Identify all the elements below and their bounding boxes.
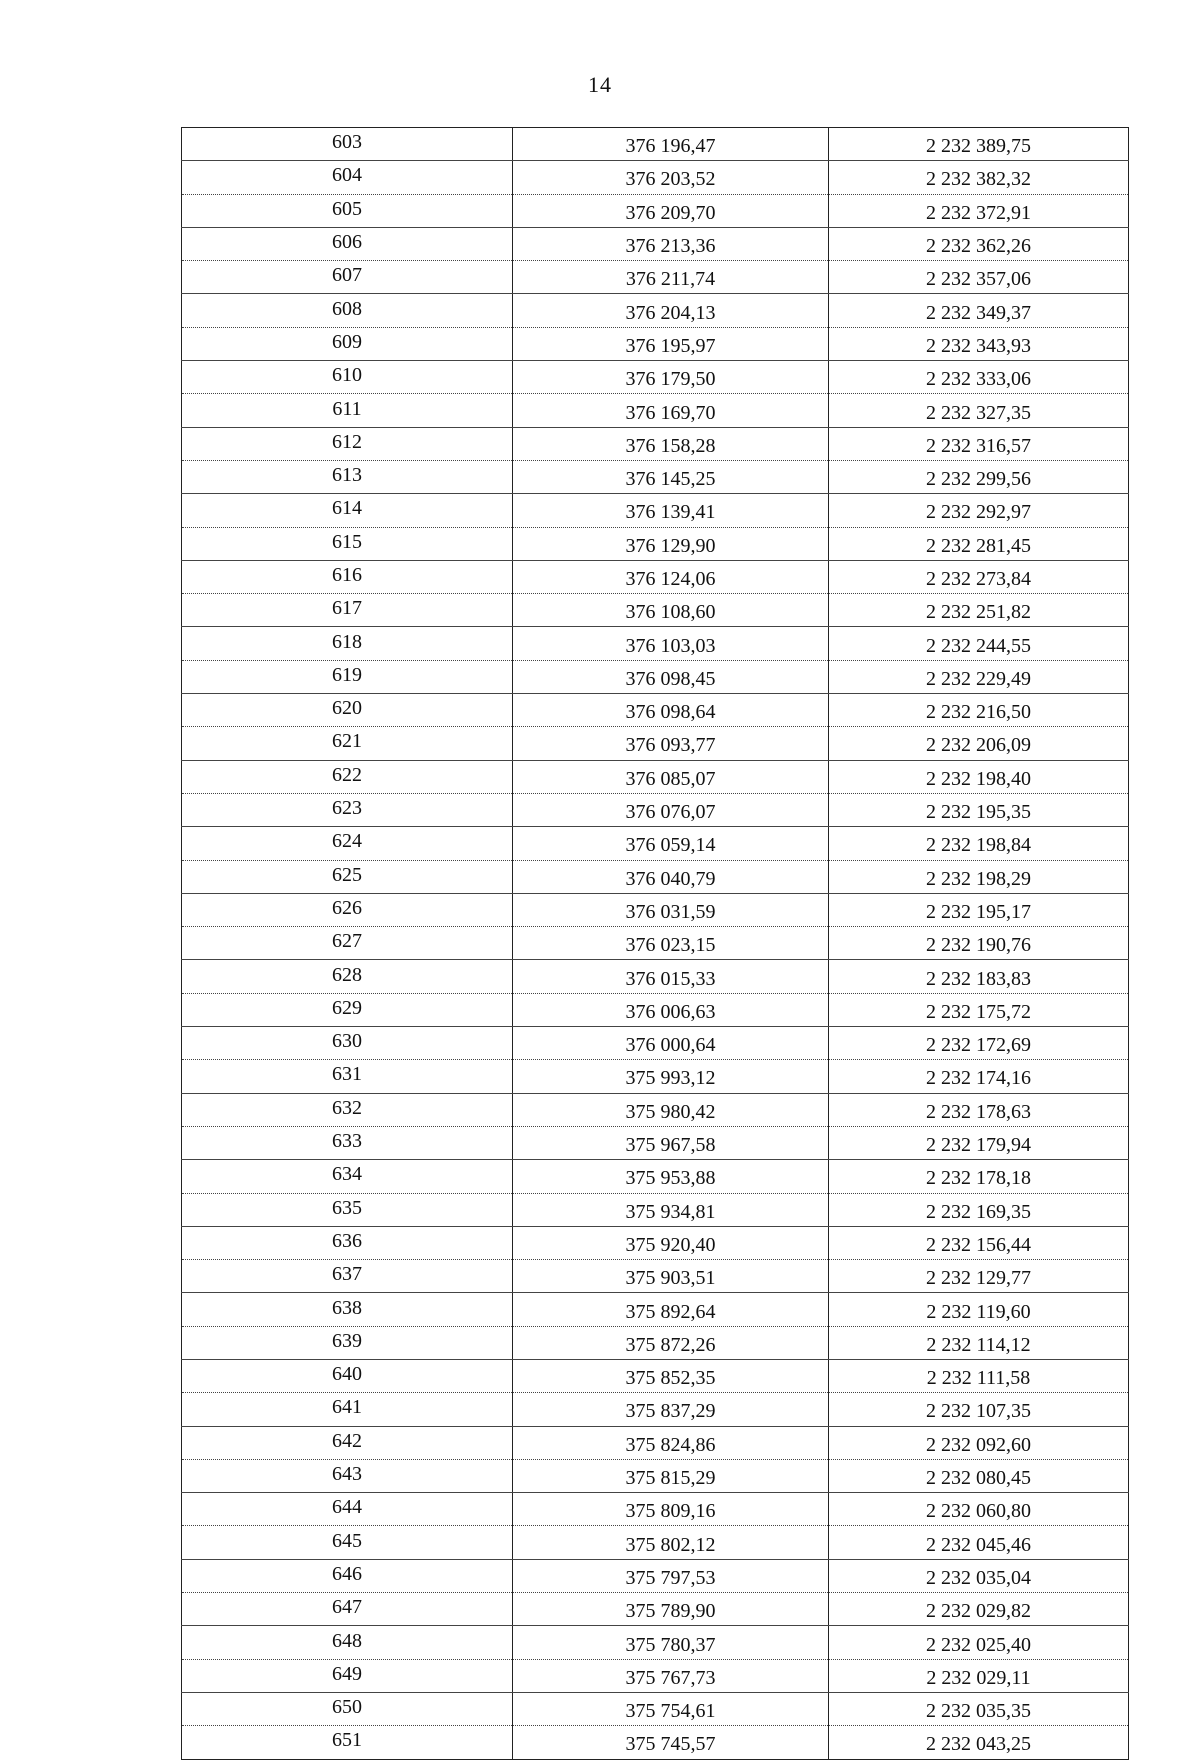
y-coordinate-cell: 2 232 195,35 bbox=[829, 793, 1129, 826]
x-coordinate-cell: 376 103,03 bbox=[513, 627, 829, 660]
x-coordinate-cell: 375 815,29 bbox=[513, 1459, 829, 1492]
table-row bbox=[182, 827, 1129, 860]
table-row bbox=[182, 1659, 1129, 1692]
y-coordinate-cell: 2 232 178,18 bbox=[829, 1160, 1129, 1193]
point-number-cell: 643 bbox=[182, 1459, 513, 1492]
table-row bbox=[182, 1093, 1129, 1126]
point-number-cell: 622 bbox=[182, 760, 513, 793]
table-row bbox=[182, 327, 1129, 360]
table-row bbox=[182, 1226, 1129, 1259]
table-row bbox=[182, 361, 1129, 394]
table-row bbox=[182, 727, 1129, 760]
point-number-cell: 649 bbox=[182, 1659, 513, 1692]
x-coordinate-cell: 375 789,90 bbox=[513, 1593, 829, 1626]
x-coordinate-cell: 376 139,41 bbox=[513, 494, 829, 527]
y-coordinate-cell: 2 232 333,06 bbox=[829, 361, 1129, 394]
point-number-cell: 632 bbox=[182, 1093, 513, 1126]
point-number-cell: 631 bbox=[182, 1060, 513, 1093]
x-coordinate-cell: 375 802,12 bbox=[513, 1526, 829, 1559]
x-coordinate-cell: 376 098,64 bbox=[513, 694, 829, 727]
table-row bbox=[182, 294, 1129, 327]
coordinates-table bbox=[181, 127, 1129, 1760]
point-number-cell: 630 bbox=[182, 1027, 513, 1060]
y-coordinate-cell: 2 232 025,40 bbox=[829, 1626, 1129, 1659]
table-row bbox=[182, 594, 1129, 627]
table-row bbox=[182, 394, 1129, 427]
x-coordinate-cell: 375 903,51 bbox=[513, 1260, 829, 1293]
y-coordinate-cell: 2 232 092,60 bbox=[829, 1426, 1129, 1459]
table-row bbox=[182, 793, 1129, 826]
point-number-cell: 646 bbox=[182, 1559, 513, 1592]
table-row bbox=[182, 660, 1129, 693]
point-number-cell: 651 bbox=[182, 1726, 513, 1759]
y-coordinate-cell: 2 232 183,83 bbox=[829, 960, 1129, 993]
x-coordinate-cell: 376 158,28 bbox=[513, 427, 829, 460]
x-coordinate-cell: 376 098,45 bbox=[513, 660, 829, 693]
y-coordinate-cell: 2 232 035,35 bbox=[829, 1692, 1129, 1725]
x-coordinate-cell: 376 196,47 bbox=[513, 128, 829, 161]
table-row bbox=[182, 1692, 1129, 1725]
point-number-cell: 634 bbox=[182, 1160, 513, 1193]
y-coordinate-cell: 2 232 244,55 bbox=[829, 627, 1129, 660]
table-row bbox=[182, 1526, 1129, 1559]
point-number-cell: 629 bbox=[182, 993, 513, 1026]
y-coordinate-cell: 2 232 198,84 bbox=[829, 827, 1129, 860]
table-row bbox=[182, 560, 1129, 593]
table-row bbox=[182, 1060, 1129, 1093]
x-coordinate-cell: 376 169,70 bbox=[513, 394, 829, 427]
x-coordinate-cell: 376 213,36 bbox=[513, 227, 829, 260]
y-coordinate-cell: 2 232 362,26 bbox=[829, 227, 1129, 260]
y-coordinate-cell: 2 232 174,16 bbox=[829, 1060, 1129, 1093]
table-row bbox=[182, 627, 1129, 660]
y-coordinate-cell: 2 232 316,57 bbox=[829, 427, 1129, 460]
y-coordinate-cell: 2 232 349,37 bbox=[829, 294, 1129, 327]
y-coordinate-cell: 2 232 179,94 bbox=[829, 1126, 1129, 1159]
x-coordinate-cell: 376 204,13 bbox=[513, 294, 829, 327]
x-coordinate-cell: 376 000,64 bbox=[513, 1027, 829, 1060]
table-row bbox=[182, 1393, 1129, 1426]
y-coordinate-cell: 2 232 080,45 bbox=[829, 1459, 1129, 1492]
table-row bbox=[182, 227, 1129, 260]
table-row bbox=[182, 1027, 1129, 1060]
x-coordinate-cell: 376 015,33 bbox=[513, 960, 829, 993]
point-number-cell: 633 bbox=[182, 1126, 513, 1159]
y-coordinate-cell: 2 232 343,93 bbox=[829, 327, 1129, 360]
y-coordinate-cell: 2 232 045,46 bbox=[829, 1526, 1129, 1559]
x-coordinate-cell: 375 993,12 bbox=[513, 1060, 829, 1093]
point-number-cell: 641 bbox=[182, 1393, 513, 1426]
x-coordinate-cell: 376 209,70 bbox=[513, 194, 829, 227]
y-coordinate-cell: 2 232 178,63 bbox=[829, 1093, 1129, 1126]
coordinates-table-body bbox=[182, 128, 1129, 1760]
table-row bbox=[182, 261, 1129, 294]
x-coordinate-cell: 376 211,74 bbox=[513, 261, 829, 294]
point-number-cell: 605 bbox=[182, 194, 513, 227]
x-coordinate-cell: 375 872,26 bbox=[513, 1326, 829, 1359]
table-row bbox=[182, 1260, 1129, 1293]
table-row bbox=[182, 1126, 1129, 1159]
y-coordinate-cell: 2 232 114,12 bbox=[829, 1326, 1129, 1359]
x-coordinate-cell: 375 767,73 bbox=[513, 1659, 829, 1692]
y-coordinate-cell: 2 232 229,49 bbox=[829, 660, 1129, 693]
table-row bbox=[182, 1493, 1129, 1526]
y-coordinate-cell: 2 232 169,35 bbox=[829, 1193, 1129, 1226]
point-number-cell: 609 bbox=[182, 327, 513, 360]
x-coordinate-cell: 376 040,79 bbox=[513, 860, 829, 893]
table-row bbox=[182, 1193, 1129, 1226]
point-number-cell: 626 bbox=[182, 893, 513, 926]
x-coordinate-cell: 376 059,14 bbox=[513, 827, 829, 860]
point-number-cell: 628 bbox=[182, 960, 513, 993]
x-coordinate-cell: 376 179,50 bbox=[513, 361, 829, 394]
point-number-cell: 615 bbox=[182, 527, 513, 560]
y-coordinate-cell: 2 232 292,97 bbox=[829, 494, 1129, 527]
x-coordinate-cell: 375 920,40 bbox=[513, 1226, 829, 1259]
x-coordinate-cell: 376 108,60 bbox=[513, 594, 829, 627]
point-number-cell: 620 bbox=[182, 694, 513, 727]
table-row bbox=[182, 527, 1129, 560]
point-number-cell: 642 bbox=[182, 1426, 513, 1459]
point-number-cell: 636 bbox=[182, 1226, 513, 1259]
point-number-cell: 604 bbox=[182, 161, 513, 194]
table-row bbox=[182, 993, 1129, 1026]
x-coordinate-cell: 375 934,81 bbox=[513, 1193, 829, 1226]
y-coordinate-cell: 2 232 273,84 bbox=[829, 560, 1129, 593]
x-coordinate-cell: 375 892,64 bbox=[513, 1293, 829, 1326]
point-number-cell: 617 bbox=[182, 594, 513, 627]
y-coordinate-cell: 2 232 190,76 bbox=[829, 927, 1129, 960]
point-number-cell: 640 bbox=[182, 1359, 513, 1392]
point-number-cell: 637 bbox=[182, 1260, 513, 1293]
y-coordinate-cell: 2 232 251,82 bbox=[829, 594, 1129, 627]
y-coordinate-cell: 2 232 327,35 bbox=[829, 394, 1129, 427]
x-coordinate-cell: 376 031,59 bbox=[513, 893, 829, 926]
point-number-cell: 607 bbox=[182, 261, 513, 294]
x-coordinate-cell: 376 129,90 bbox=[513, 527, 829, 560]
y-coordinate-cell: 2 232 299,56 bbox=[829, 460, 1129, 493]
x-coordinate-cell: 375 953,88 bbox=[513, 1160, 829, 1193]
table-row bbox=[182, 1626, 1129, 1659]
point-number-cell: 650 bbox=[182, 1692, 513, 1725]
point-number-cell: 644 bbox=[182, 1493, 513, 1526]
table-row bbox=[182, 1359, 1129, 1392]
x-coordinate-cell: 376 076,07 bbox=[513, 793, 829, 826]
x-coordinate-cell: 375 809,16 bbox=[513, 1493, 829, 1526]
table-row bbox=[182, 1160, 1129, 1193]
point-number-cell: 613 bbox=[182, 460, 513, 493]
point-number-cell: 608 bbox=[182, 294, 513, 327]
y-coordinate-cell: 2 232 029,82 bbox=[829, 1593, 1129, 1626]
table-row bbox=[182, 494, 1129, 527]
table-row bbox=[182, 1726, 1129, 1759]
x-coordinate-cell: 375 852,35 bbox=[513, 1359, 829, 1392]
y-coordinate-cell: 2 232 198,29 bbox=[829, 860, 1129, 893]
y-coordinate-cell: 2 232 357,06 bbox=[829, 261, 1129, 294]
table-row bbox=[182, 1293, 1129, 1326]
point-number-cell: 623 bbox=[182, 793, 513, 826]
x-coordinate-cell: 375 980,42 bbox=[513, 1093, 829, 1126]
x-coordinate-cell: 376 093,77 bbox=[513, 727, 829, 760]
table-row bbox=[182, 893, 1129, 926]
y-coordinate-cell: 2 232 060,80 bbox=[829, 1493, 1129, 1526]
x-coordinate-cell: 376 006,63 bbox=[513, 993, 829, 1026]
x-coordinate-cell: 376 124,06 bbox=[513, 560, 829, 593]
point-number-cell: 639 bbox=[182, 1326, 513, 1359]
point-number-cell: 612 bbox=[182, 427, 513, 460]
point-number-cell: 618 bbox=[182, 627, 513, 660]
table-row bbox=[182, 194, 1129, 227]
table-row bbox=[182, 694, 1129, 727]
x-coordinate-cell: 375 837,29 bbox=[513, 1393, 829, 1426]
point-number-cell: 619 bbox=[182, 660, 513, 693]
table-row bbox=[182, 1559, 1129, 1592]
x-coordinate-cell: 375 797,53 bbox=[513, 1559, 829, 1592]
x-coordinate-cell: 375 824,86 bbox=[513, 1426, 829, 1459]
y-coordinate-cell: 2 232 107,35 bbox=[829, 1393, 1129, 1426]
point-number-cell: 638 bbox=[182, 1293, 513, 1326]
table-row bbox=[182, 760, 1129, 793]
table-row bbox=[182, 1426, 1129, 1459]
point-number-cell: 625 bbox=[182, 860, 513, 893]
point-number-cell: 635 bbox=[182, 1193, 513, 1226]
point-number-cell: 603 bbox=[182, 128, 513, 161]
y-coordinate-cell: 2 232 195,17 bbox=[829, 893, 1129, 926]
table-row bbox=[182, 1593, 1129, 1626]
y-coordinate-cell: 2 232 206,09 bbox=[829, 727, 1129, 760]
point-number-cell: 614 bbox=[182, 494, 513, 527]
y-coordinate-cell: 2 232 119,60 bbox=[829, 1293, 1129, 1326]
x-coordinate-cell: 375 967,58 bbox=[513, 1126, 829, 1159]
point-number-cell: 648 bbox=[182, 1626, 513, 1659]
table-row bbox=[182, 927, 1129, 960]
y-coordinate-cell: 2 232 156,44 bbox=[829, 1226, 1129, 1259]
table-row bbox=[182, 960, 1129, 993]
y-coordinate-cell: 2 232 382,32 bbox=[829, 161, 1129, 194]
x-coordinate-cell: 375 780,37 bbox=[513, 1626, 829, 1659]
point-number-cell: 610 bbox=[182, 361, 513, 394]
table-row bbox=[182, 161, 1129, 194]
y-coordinate-cell: 2 232 111,58 bbox=[829, 1359, 1129, 1392]
point-number-cell: 616 bbox=[182, 560, 513, 593]
point-number-cell: 645 bbox=[182, 1526, 513, 1559]
table-row bbox=[182, 860, 1129, 893]
point-number-cell: 627 bbox=[182, 927, 513, 960]
y-coordinate-cell: 2 232 389,75 bbox=[829, 128, 1129, 161]
y-coordinate-cell: 2 232 281,45 bbox=[829, 527, 1129, 560]
point-number-cell: 624 bbox=[182, 827, 513, 860]
x-coordinate-cell: 376 195,97 bbox=[513, 327, 829, 360]
table-row bbox=[182, 1326, 1129, 1359]
x-coordinate-cell: 376 085,07 bbox=[513, 760, 829, 793]
x-coordinate-cell: 376 023,15 bbox=[513, 927, 829, 960]
y-coordinate-cell: 2 232 175,72 bbox=[829, 993, 1129, 1026]
point-number-cell: 621 bbox=[182, 727, 513, 760]
table-row bbox=[182, 460, 1129, 493]
y-coordinate-cell: 2 232 035,04 bbox=[829, 1559, 1129, 1592]
y-coordinate-cell: 2 232 372,91 bbox=[829, 194, 1129, 227]
x-coordinate-cell: 376 145,25 bbox=[513, 460, 829, 493]
x-coordinate-cell: 376 203,52 bbox=[513, 161, 829, 194]
y-coordinate-cell: 2 232 198,40 bbox=[829, 760, 1129, 793]
y-coordinate-cell: 2 232 172,69 bbox=[829, 1027, 1129, 1060]
table-row bbox=[182, 128, 1129, 161]
x-coordinate-cell: 375 754,61 bbox=[513, 1692, 829, 1725]
y-coordinate-cell: 2 232 129,77 bbox=[829, 1260, 1129, 1293]
y-coordinate-cell: 2 232 043,25 bbox=[829, 1726, 1129, 1759]
table-row bbox=[182, 427, 1129, 460]
y-coordinate-cell: 2 232 029,11 bbox=[829, 1659, 1129, 1692]
x-coordinate-cell: 375 745,57 bbox=[513, 1726, 829, 1759]
y-coordinate-cell: 2 232 216,50 bbox=[829, 694, 1129, 727]
point-number-cell: 611 bbox=[182, 394, 513, 427]
point-number-cell: 647 bbox=[182, 1593, 513, 1626]
point-number-cell: 606 bbox=[182, 227, 513, 260]
page-number: 14 bbox=[588, 72, 612, 97]
table-row bbox=[182, 1459, 1129, 1492]
